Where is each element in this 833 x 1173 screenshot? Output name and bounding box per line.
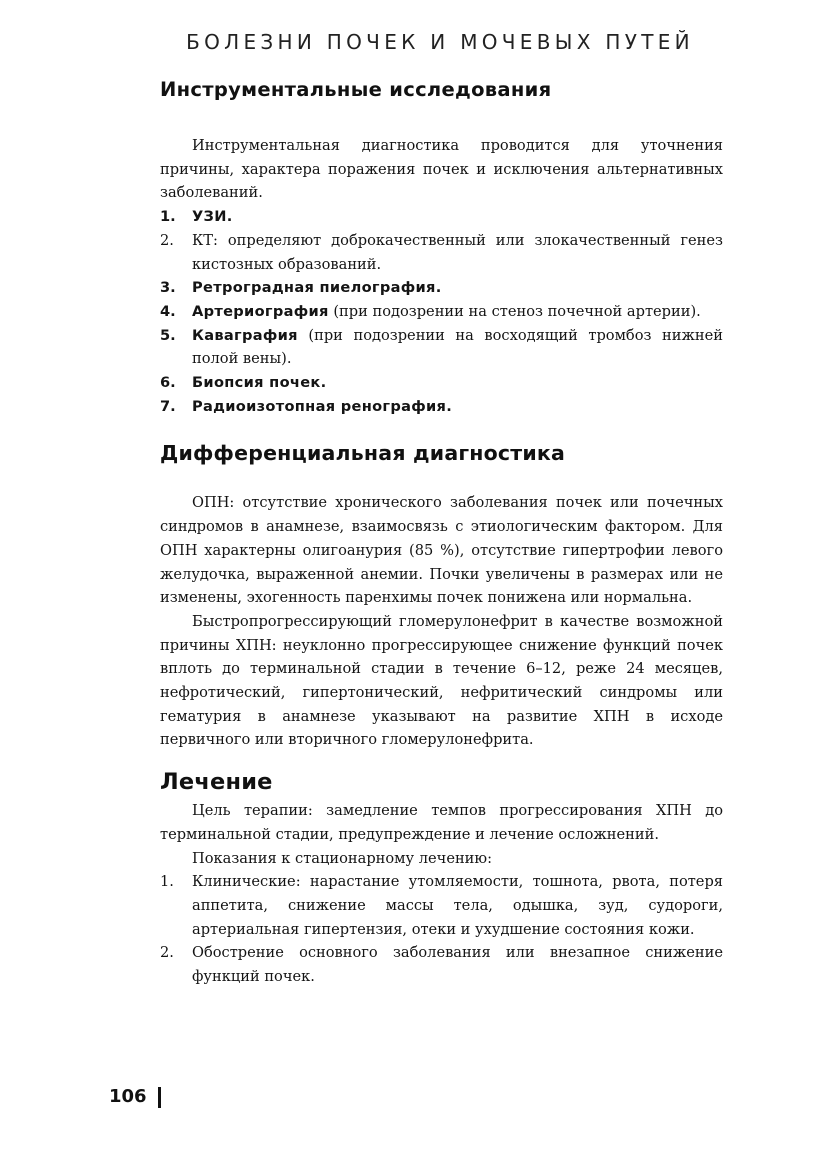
list-text: (при подозрении на восходящий тромбоз нижней полой вены). <box>192 326 723 368</box>
list-number: 4. <box>160 302 176 320</box>
page-number-divider <box>158 1087 161 1108</box>
list-item <box>160 371 723 395</box>
list-number: 1. <box>160 873 174 891</box>
list-number: 3. <box>160 279 176 297</box>
section-heading-instrumental: Инструментальные исследования <box>160 78 552 101</box>
list-number: 7. <box>160 397 176 415</box>
section-heading-treatment: Лечение <box>160 769 273 796</box>
treatment-list <box>160 870 723 989</box>
instrumental-list <box>160 205 723 418</box>
list-item <box>160 229 723 276</box>
treatment-paragraph: Показания к стационарному лечению: <box>192 849 493 867</box>
list-item <box>160 941 723 988</box>
list-text: (при подозрении на стеноз почечной артерии). <box>328 302 701 320</box>
list-bold-text: Радиоизотопная ренография. <box>192 397 453 415</box>
list-bold-text: УЗИ. <box>192 208 233 226</box>
treatment-paragraph: Цель терапии: замедление темпов прогрессирования ХПН до терминальной стадии, предупреждение и лечение осложнений. <box>160 802 723 843</box>
list-number: 1. <box>160 208 176 226</box>
running-head: БОЛЕЗНИ ПОЧЕК И МОЧЕВЫХ ПУТЕЙ <box>186 30 694 54</box>
list-item <box>160 870 723 941</box>
list-bold-text: Ретроградная пиелография. <box>192 279 442 297</box>
list-item <box>160 324 723 371</box>
list-item <box>160 300 723 324</box>
list-number: 5. <box>160 326 176 344</box>
list-bold-text: Биопсия почек. <box>192 374 327 392</box>
list-text: КТ: определяют доброкачественный или злокачественный генез кистозных образований. <box>192 231 723 273</box>
list-item <box>160 395 723 419</box>
list-text: Клинические: нарастание утомляемости, тошнота, рвота, потеря аппетита, снижение массы тела, одышка, зуд, судороги, артериальная гипертензия, отеки и ухудшение состояния кожи. <box>192 873 723 938</box>
list-bold-text: Артериография <box>192 302 329 320</box>
section-heading-differential: Дифференциальная диагностика <box>160 441 566 466</box>
page-number: 106 <box>109 1086 147 1107</box>
list-item <box>160 205 723 229</box>
list-number: 2. <box>160 944 174 962</box>
list-item <box>160 276 723 300</box>
page-content <box>160 74 723 989</box>
list-number: 2. <box>160 231 174 249</box>
differential-paragraph: Быстропрогрессирующий гломерулонефрит в качестве возможной причины ХПН: неуклонно прогрессирующее снижение функций почек вплоть до терминальной стадии в течение 6–12, реже 24 месяцев, нефротический, гипертонический, нефритический синдромы или гематурия в анамнезе указывают на развитие ХПН в исходе первичного или вторичного гломерулонефрита. <box>160 612 723 749</box>
list-bold-text: Каваграфия <box>192 326 298 344</box>
instrumental-intro: Инструментальная диагностика проводится для уточнения причины, характера поражения почек и исключения альтернативных заболеваний. <box>160 137 723 202</box>
list-text: Обострение основного заболевания или внезапное снижение функций почек. <box>192 944 723 986</box>
list-number: 6. <box>160 374 176 392</box>
differential-paragraph: ОПН: отсутствие хронического заболевания почек или почечных синдромов в анамнезе, взаимосвязь с этиологическим фактором. Для ОПН характерны олигоанурия (85 %), отсутствие гипертрофии левого желудочка, выраженной анемии. Почки увеличены в размерах или не изменены, эхогенность паренхимы почек понижена или нормальна. <box>160 494 723 607</box>
